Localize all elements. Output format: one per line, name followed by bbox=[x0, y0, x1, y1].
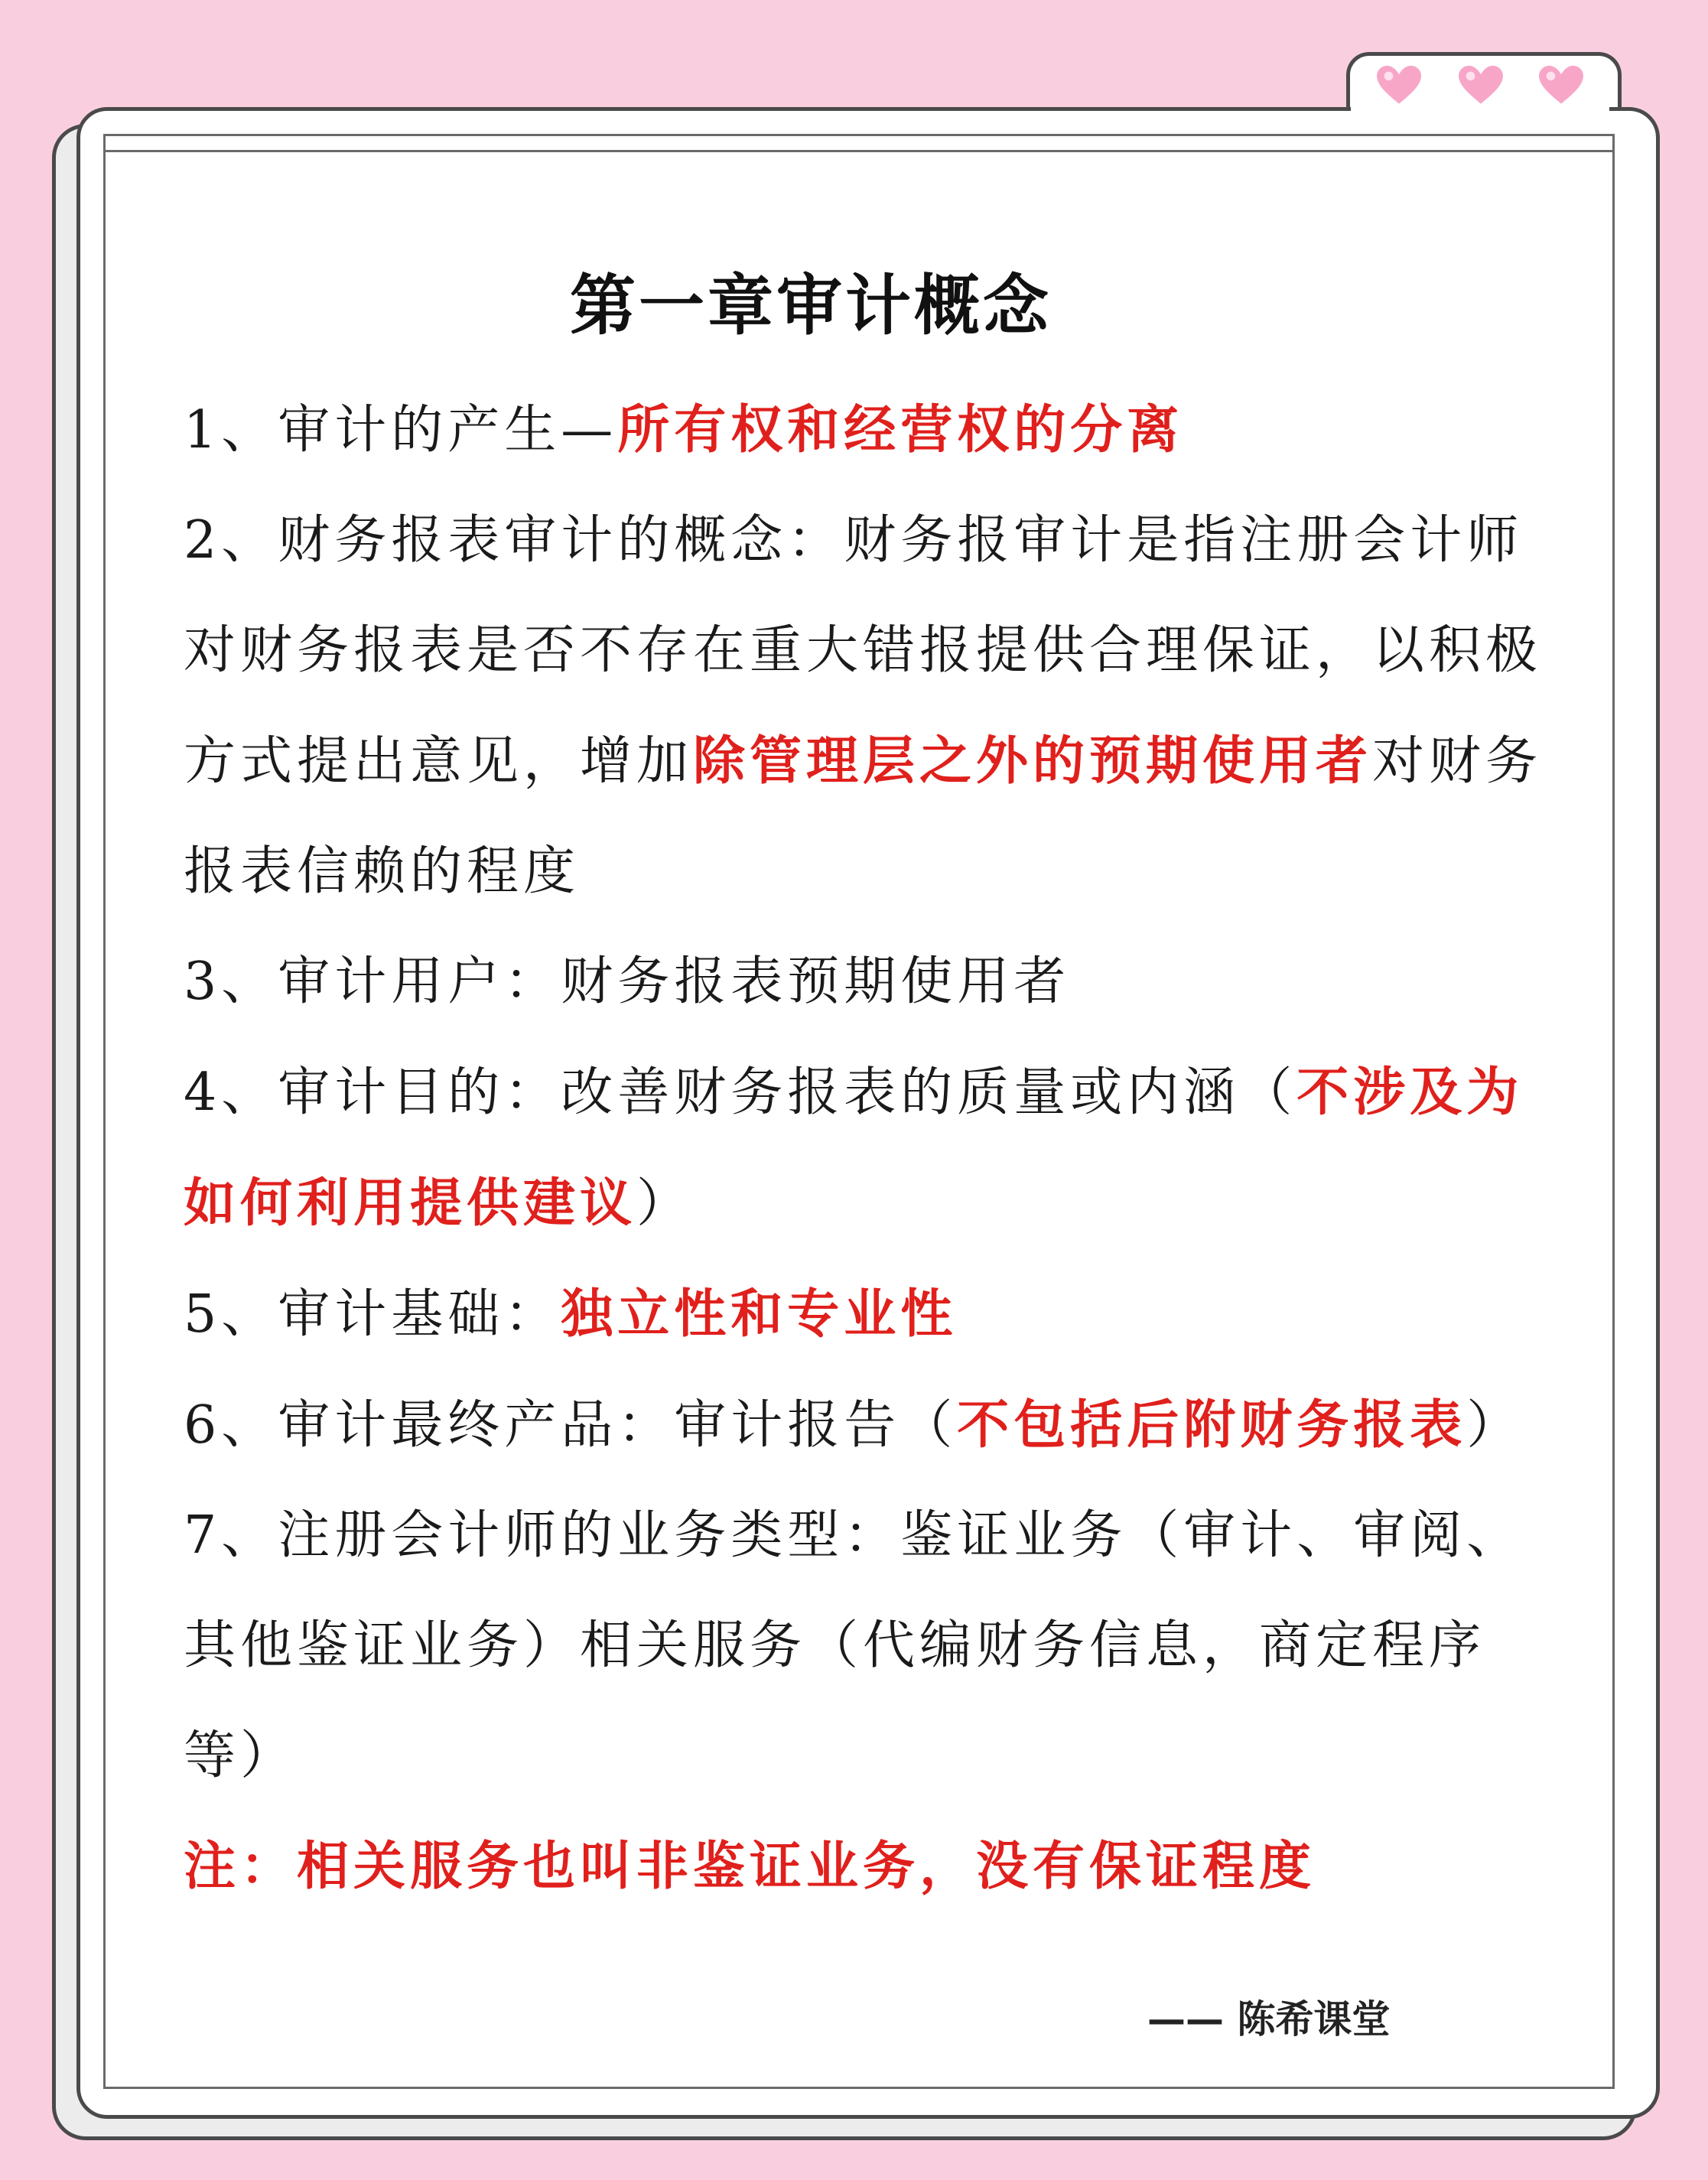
item-4-text: 4、审计目的：改善财务报表的质量或内涵（ bbox=[184, 1062, 1297, 1123]
item-1-text: 1、审计的产生— bbox=[184, 400, 618, 460]
item-6 bbox=[184, 1370, 1560, 1481]
item-7-text: 7、注册会计师的业务类型：鉴证业务（审计、审阅、其他鉴证业务）相关服务（代编财务信息，商定程序等） bbox=[184, 1505, 1524, 1786]
item-6-text: 6、审计最终产品：审计报告（ bbox=[184, 1395, 958, 1456]
page-title: 第一章审计概念 bbox=[570, 267, 1052, 344]
signature: —— 陈希课堂 bbox=[1147, 1997, 1391, 2042]
heart-icon bbox=[1537, 64, 1585, 107]
item-6-highlight: 不包括后附财务报表 bbox=[957, 1394, 1467, 1456]
item-1 bbox=[184, 375, 1560, 486]
item-5-text: 5、审计基础： bbox=[184, 1284, 561, 1345]
inner-frame-line bbox=[103, 150, 1612, 152]
note-text: 注：相关服务也叫非鉴证业务，没有保证程度 bbox=[184, 1836, 1316, 1897]
item-5 bbox=[184, 1259, 1560, 1370]
item-4 bbox=[184, 1037, 1560, 1259]
item-5-highlight: 独立性和专业性 bbox=[561, 1284, 958, 1345]
content-body bbox=[184, 375, 1560, 1921]
item-4-text-end: ） bbox=[636, 1173, 694, 1234]
item-6-text-end: ） bbox=[1466, 1395, 1524, 1456]
item-4-highlight: 不涉及为如何利用提供建议 bbox=[184, 1062, 1524, 1234]
tab-joint bbox=[1351, 107, 1609, 116]
heart-icon bbox=[1457, 64, 1505, 107]
item-2-highlight: 除管理层之外的预期使用者 bbox=[693, 730, 1373, 792]
item-3 bbox=[184, 927, 1560, 1037]
item-7 bbox=[184, 1481, 1560, 1811]
item-2-text-end: 对财务报表信赖的程度 bbox=[184, 731, 1543, 902]
item-2-text: 2、财务报表审计的概念：财务报审计是指注册会计师对财务报表是否不存在重大错报提供合理保证，以积极方式提出意见，增加 bbox=[184, 510, 1543, 792]
item-2 bbox=[184, 486, 1560, 927]
item-3-text: 3、审计用户：财务报表预期使用者 bbox=[184, 952, 1071, 1012]
item-1-highlight: 所有权和经营权的分离 bbox=[617, 399, 1184, 460]
heart-icon bbox=[1375, 64, 1423, 107]
